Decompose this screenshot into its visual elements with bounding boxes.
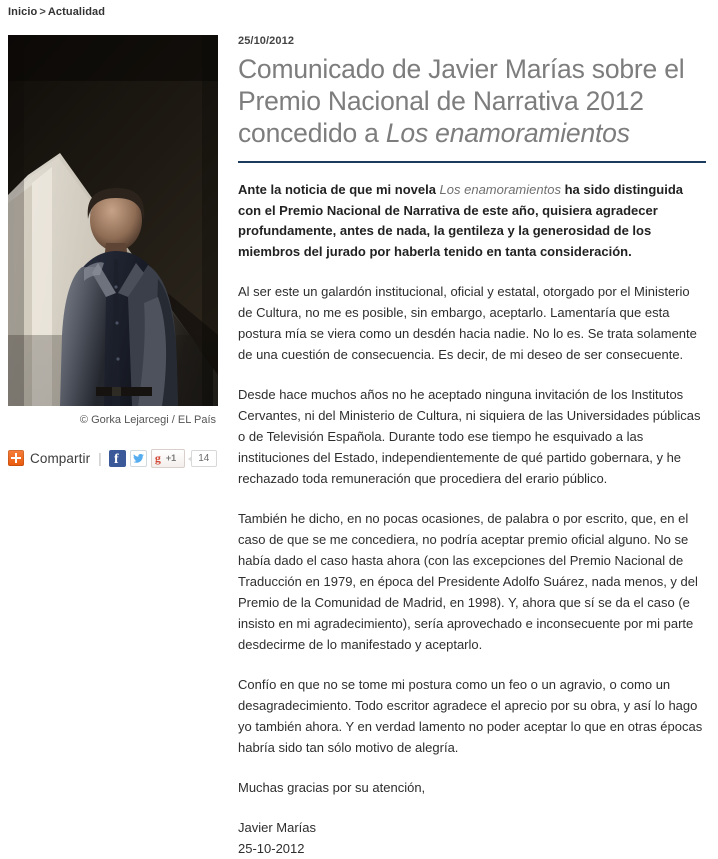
article-paragraph: Al ser este un galardón institucional, oficial y estatal, otorgado por el Ministerio de Cultura, no me es posible, sin embargo, aceptarlo. Lamentaría que esta postura mía se viera como un desdén hacia nadie. No lo es. Se trata solamente de una cuestión de consecuencia. Es decir, de mi deseo de ser consecuente.	[238, 284, 697, 362]
article-lead-before: Ante la noticia de que mi novela	[238, 182, 440, 197]
article-figure	[8, 35, 218, 427]
page-title	[238, 53, 706, 149]
article-paragraph: Desde hace muchos años no he aceptado ninguna invitación de los Institutos Cervantes, ni del Ministerio de Cultura, ni siquiera de las Universidades públicas o de Televisión Española. Durante todo ese tiempo he esquivado a las instituciones del Estado, independientemente de qué partido gobernara, y he rechazado toda remuneración que procediera del erario público.	[238, 387, 701, 486]
twitter-icon[interactable]	[130, 450, 147, 467]
page-title-book-title: Los enamoramientos	[385, 118, 630, 148]
facebook-icon[interactable]	[109, 450, 126, 467]
share-label[interactable]: Compartir	[30, 450, 91, 466]
article-lead-after: ha sido distinguida con el Premio Nacional de Narrativa de este año, quisiera agradecer profundamente, antes de nada, la gentileza y la generosidad de los miembros del jurado por haberla tenido en tanta consideración.	[238, 182, 684, 259]
breadcrumb	[0, 0, 718, 19]
share-bar	[8, 448, 218, 468]
article-column	[238, 35, 706, 859]
left-column	[8, 35, 218, 468]
breadcrumb-item-actualidad[interactable]: Actualidad	[47, 6, 106, 18]
article-date: 25/10/2012	[238, 35, 295, 47]
share-plus-icon[interactable]	[8, 450, 24, 466]
breadcrumb-item-inicio[interactable]: Inicio	[8, 6, 38, 18]
breadcrumb-separator-icon: >	[39, 6, 46, 18]
googleplus-g-glyph: g	[154, 450, 161, 465]
article-body	[238, 281, 706, 859]
article-closing-line: Muchas gracias por su atención,	[238, 780, 426, 795]
share-count-badge[interactable]: 14	[191, 450, 217, 467]
photo-caption: © Gorka Lejarcegi / EL País	[79, 414, 216, 426]
signature-date: 25-10-2012	[238, 841, 305, 856]
googleplus-plus-label: +1	[165, 452, 177, 463]
title-divider	[238, 161, 706, 163]
article-photo	[8, 35, 218, 406]
facebook-glyph: f	[113, 451, 119, 467]
article-paragraph: Confío en que no se tome mi postura como un feo o un agravio, o como un desagradecimiento. Todo escritor agradece el aprecio por su obra, y así lo hago yo también ahora. Y en verdad lamento no poder aceptar lo que en otras épocas habría sido tan sólo motivo de alegría.	[238, 677, 703, 755]
googleplus-icon[interactable]	[151, 449, 185, 468]
signature-name: Javier Marías	[238, 820, 317, 835]
article-signature	[238, 817, 706, 859]
page-title-text: Comunicado de Javier Marías sobre el Premio Nacional de Narrativa 2012 concedido a	[238, 54, 685, 148]
article-paragraph: También he dicho, en no pocas ocasiones, de palabra o por escrito, que, en el caso de que se me concediera, no podría aceptar premio oficial alguno. No se había dado el caso hasta ahora (con las excepciones del Premio Nacional de Traducción en 1979, en época del Presidente Adolfo Suárez, nada menos, y del Premio de la Comunidad de Madrid, en 1998). Y, ahora que sí se da el caso (e insisto en mi agradecimiento), sería aprovechado e inconsecuente por mi parte desdecirme de lo manifestado y aceptarlo.	[238, 511, 698, 652]
share-divider: |	[98, 450, 102, 466]
article-lead-book-title: Los enamoramientos	[439, 182, 561, 197]
article-lead	[238, 180, 706, 262]
